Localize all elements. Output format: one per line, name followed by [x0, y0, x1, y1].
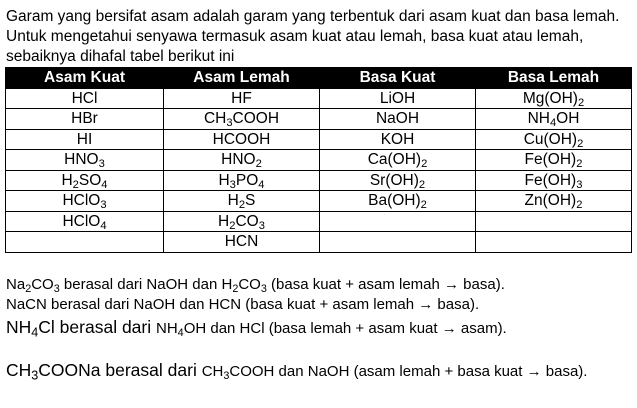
header-asam-kuat: Asam Kuat	[6, 68, 164, 89]
header-basa-lemah: Basa Lemah	[476, 68, 632, 89]
cell-basa-lemah	[476, 211, 632, 232]
cell-basa-lemah: $Cu(OH)_2$	[476, 129, 632, 150]
cell-basa-kuat: KOH	[320, 129, 476, 150]
cell-asam-kuat: HClO$_4$	[6, 211, 164, 232]
cell-basa-kuat: LiOH	[320, 88, 476, 109]
cell-basa-kuat: $Sr(OH)_2$	[320, 170, 476, 191]
example-ch3coona: $CH_3COONa$ berasal dari $CH_3COOH$ dan NaOH (asam lemah + basa kuat → basa).	[6, 360, 588, 383]
cell-basa-lemah: $Zn(OH)_2$	[476, 191, 632, 212]
cell-asam-kuat	[6, 232, 164, 253]
cell-asam-lemah: $H_2S$	[164, 191, 320, 212]
acid-base-table	[5, 67, 632, 253]
header-basa-kuat: Basa Kuat	[320, 68, 476, 89]
table-row	[6, 150, 632, 171]
example-na2co3: $Na_2CO_3$ berasal dari NaOH dan $H_2CO_3$ (basa kuat + asam lemah → basa).	[6, 276, 505, 296]
cell-basa-kuat	[320, 232, 476, 253]
cell-basa-kuat	[320, 211, 476, 232]
cell-asam-lemah: HCOOH	[164, 129, 320, 150]
cell-basa-lemah: $Fe(OH)_3$	[476, 170, 632, 191]
cell-asam-kuat: HCl	[6, 88, 164, 109]
cell-asam-kuat: $H_2SO_4$	[6, 170, 164, 191]
cell-asam-lemah: $H_2CO_3$	[164, 211, 320, 232]
cell-asam-lemah: $HNO_2$	[164, 150, 320, 171]
cell-basa-kuat: $Ba(OH)_2$	[320, 191, 476, 212]
cell-basa-lemah	[476, 232, 632, 253]
cell-basa-kuat: NaOH	[320, 109, 476, 130]
example-nh4cl: $NH_4Cl$ berasal dari $NH_4OH$ dan HCl (basa lemah + asam kuat → asam).	[6, 317, 507, 340]
table-row	[6, 232, 632, 253]
cell-basa-lemah: $Mg(OH)_2$	[476, 88, 632, 109]
table-row	[6, 129, 632, 150]
table-row	[6, 211, 632, 232]
cell-basa-lemah: $Fe(OH)_2$	[476, 150, 632, 171]
table-row	[6, 109, 632, 130]
cell-asam-kuat: HBr	[6, 109, 164, 130]
intro-paragraph: Garam yang bersifat asam adalah garam yang terbentuk dari asam kuat dan basa lemah. Untuk mengetahui senyawa termasuk asam kuat atau lemah, basa kuat atau lemah, sebaiknya dihafal tabel berikut ini	[6, 8, 620, 65]
cell-asam-kuat: HI	[6, 129, 164, 150]
header-asam-lemah: Asam Lemah	[164, 68, 320, 89]
cell-asam-lemah: HCN	[164, 232, 320, 253]
cell-asam-lemah: $CH_3COOH$	[164, 109, 320, 130]
table-row	[6, 170, 632, 191]
cell-asam-lemah: HF	[164, 88, 320, 109]
table-row	[6, 88, 632, 109]
table-header-row	[6, 68, 632, 89]
cell-asam-kuat: HClO$_3$	[6, 191, 164, 212]
cell-basa-kuat: $Ca(OH)_2$	[320, 150, 476, 171]
cell-basa-lemah: $NH_4OH$	[476, 109, 632, 130]
cell-asam-kuat: $HNO_3$	[6, 150, 164, 171]
example-nacn: NaCN berasal dari NaOH dan HCN (basa kuat + asam lemah → basa).	[6, 296, 480, 313]
table-row	[6, 191, 632, 212]
cell-asam-lemah: $H_3PO_4$	[164, 170, 320, 191]
